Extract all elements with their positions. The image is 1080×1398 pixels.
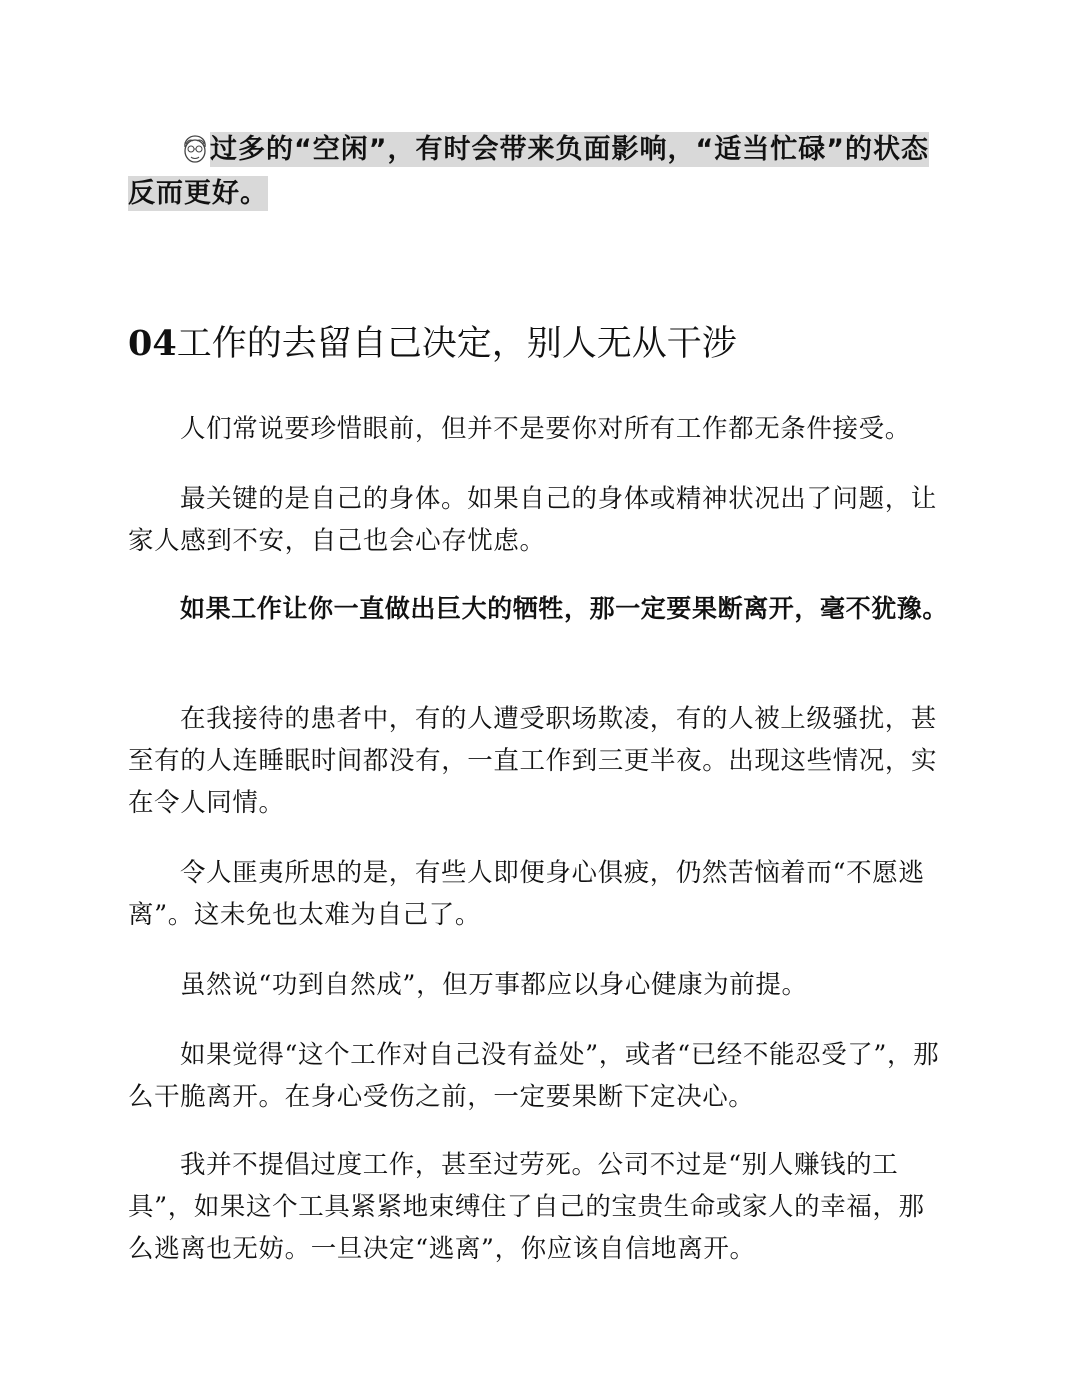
paragraph-1: 人们常说要珍惜眼前，但并不是要你对所有工作都无条件接受。 (180, 414, 911, 444)
paragraph-6: 虽然说“功到自然成”，但万事都应以身心健康为前提。 (180, 970, 808, 1000)
callout-text: 过多的“空闲”，有时会带来负面影响，“适当忙碌”的状态反而更好。 (128, 134, 929, 209)
section-number: 04 (128, 323, 177, 364)
paragraph-2: 最关键的是自己的身体。如果自己的身体或精神状况出了问题，让家人感到不安，自己也会心存忧虑。 (128, 484, 937, 556)
section-heading (128, 318, 948, 370)
paragraph-4: 在我接待的患者中，有的人遭受职场欺凌，有的人被上级骚扰，甚至有的人连睡眠时间都没有，一直工作到三更半夜。出现这些情况，实在令人同情。 (128, 704, 938, 818)
cartoon-face-icon (180, 134, 210, 164)
section-title: 工作的去留自己决定，别人无从干涉 (176, 324, 737, 364)
paragraph-5: 令人匪夷所思的是，有些人即便身心俱疲，仍然苦恼着而“不愿逃离”。这未免也太难为自己了。 (128, 858, 925, 930)
callout-quote (128, 128, 948, 216)
paragraph-3-emphasis: 如果工作让你一直做出巨大的牺牲，那一定要果断离开，毫不犹豫。 (180, 594, 949, 623)
paragraph-7: 如果觉得“这个工作对自己没有益处”，或者“已经不能忍受了”，那么干脆离开。在身心受伤之前，一定要果断下定决心。 (128, 1040, 940, 1112)
paragraph-8: 我并不提倡过度工作，甚至过劳死。公司不过是“别人赚钱的工具”，如果这个工具紧紧地束缚住了自己的宝贵生命或家人的幸福，那么逃离也无妨。一旦决定“逃离”，你应该自信地离开。 (128, 1150, 925, 1264)
